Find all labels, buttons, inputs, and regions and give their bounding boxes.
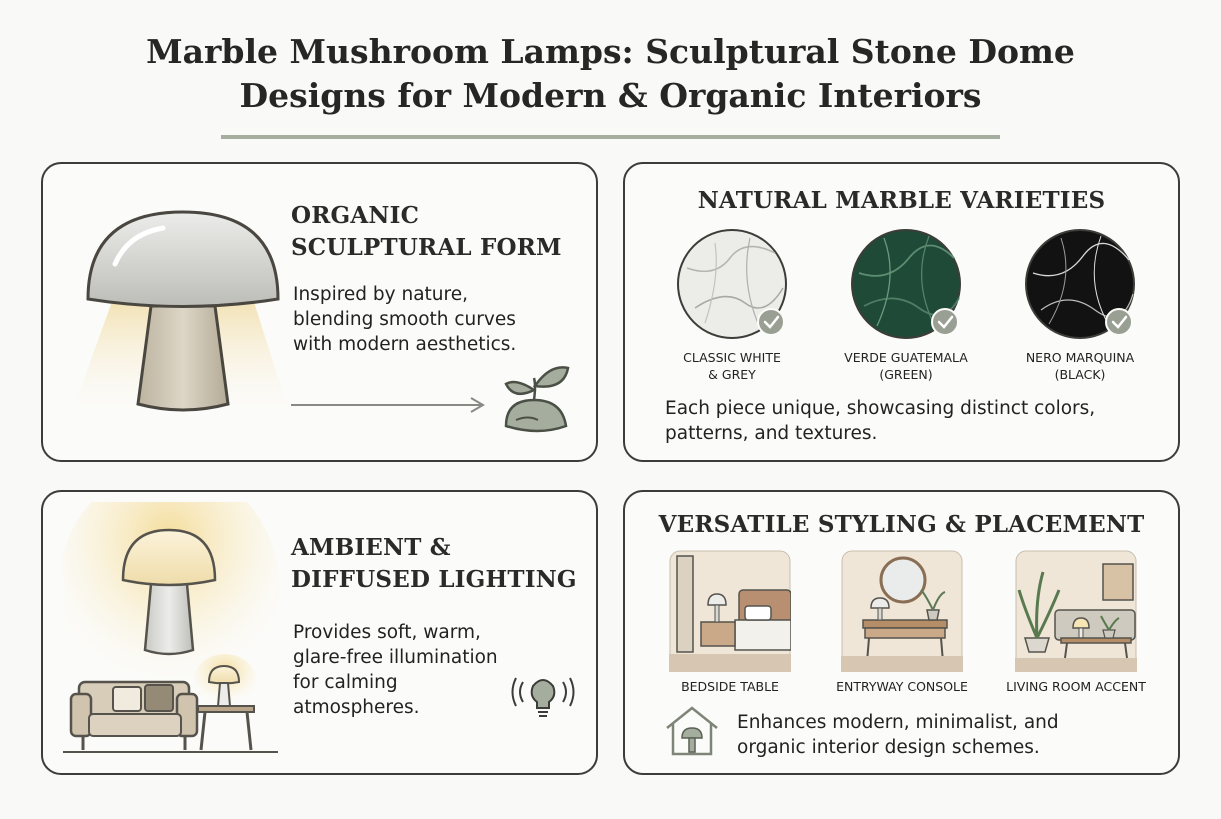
arrow-icon (289, 394, 494, 416)
black-marble-label (1000, 349, 1160, 383)
marble-description (665, 396, 1095, 446)
glowing-lamp-icon (63, 502, 298, 767)
green-marble-swatch (849, 228, 969, 346)
styling-description-line2: organic interior design schemes. (737, 737, 1040, 758)
living-room-accent-label: LIVING ROOM ACCENT (1006, 679, 1146, 694)
leaf-stone-icon (498, 360, 578, 440)
form-description-line1: Inspired by nature, (293, 284, 468, 305)
marble-varieties-card (623, 162, 1180, 462)
black-marble-swatch (1023, 228, 1143, 346)
marble-description-line2: patterns, and textures. (665, 423, 878, 444)
lighting-description-line1: Provides soft, warm, (293, 622, 481, 643)
organic-form-card (41, 162, 598, 462)
form-description (293, 282, 516, 357)
lighting-description-line3: for calming (293, 672, 398, 693)
marble-description-line1: Each piece unique, showcasing distinct colors, (665, 398, 1096, 419)
lighting-heading-line2: DIFFUSED LIGHTING (291, 566, 577, 593)
lighting-description (293, 620, 498, 720)
house-icon (663, 704, 721, 756)
entryway-console-label: ENTRYWAY CONSOLE (836, 679, 968, 694)
mushroom-lamp-icon (63, 194, 303, 434)
form-description-line3: with modern aesthetics. (293, 334, 517, 355)
styling-heading: VERSATILE STYLING & PLACEMENT (658, 511, 1145, 538)
page-title-line1: Marble Mushroom Lamps: Sculptural Stone Dome (146, 32, 1075, 71)
form-heading (291, 200, 562, 264)
sofa-icon (71, 682, 197, 750)
title-divider (221, 135, 1000, 139)
living-room-scene-icon (1015, 550, 1137, 672)
ambient-lighting-card (41, 490, 598, 775)
black-marble-label-line1: NERO MARQUINA (1025, 350, 1135, 365)
styling-description (737, 710, 1059, 760)
white-marble-label-line1: CLASSIC WHITE (683, 350, 781, 365)
white-marble-label-line2: & GREY (708, 367, 756, 382)
form-description-line2: blending smooth curves (293, 309, 516, 330)
white-marble-swatch (675, 228, 795, 346)
green-marble-label (826, 349, 986, 383)
versatile-styling-card (623, 490, 1180, 775)
lighting-description-line2: glare-free illumination (293, 647, 498, 668)
lighting-description-line4: atmospheres. (293, 697, 420, 718)
green-marble-label-line2: (GREEN) (879, 367, 933, 382)
white-marble-label (652, 349, 812, 383)
lighting-heading (291, 532, 577, 596)
black-marble-label-line2: (BLACK) (1054, 367, 1106, 382)
entryway-scene-icon (841, 550, 963, 672)
page-title-line2: Designs for Modern & Organic Interiors (239, 76, 982, 115)
bedside-table-label: BEDSIDE TABLE (681, 679, 779, 694)
lighting-heading-line1: AMBIENT & (291, 534, 451, 561)
form-heading-line2: SCULPTURAL FORM (291, 234, 562, 261)
bedside-scene-icon (669, 550, 791, 672)
page-title (0, 30, 1221, 118)
green-marble-label-line1: VERDE GUATEMALA (844, 350, 968, 365)
lightbulb-icon (511, 670, 575, 724)
marble-heading: NATURAL MARBLE VARIETIES (697, 187, 1106, 214)
styling-description-line1: Enhances modern, minimalist, and (737, 712, 1059, 733)
form-heading-line1: ORGANIC (291, 202, 420, 229)
